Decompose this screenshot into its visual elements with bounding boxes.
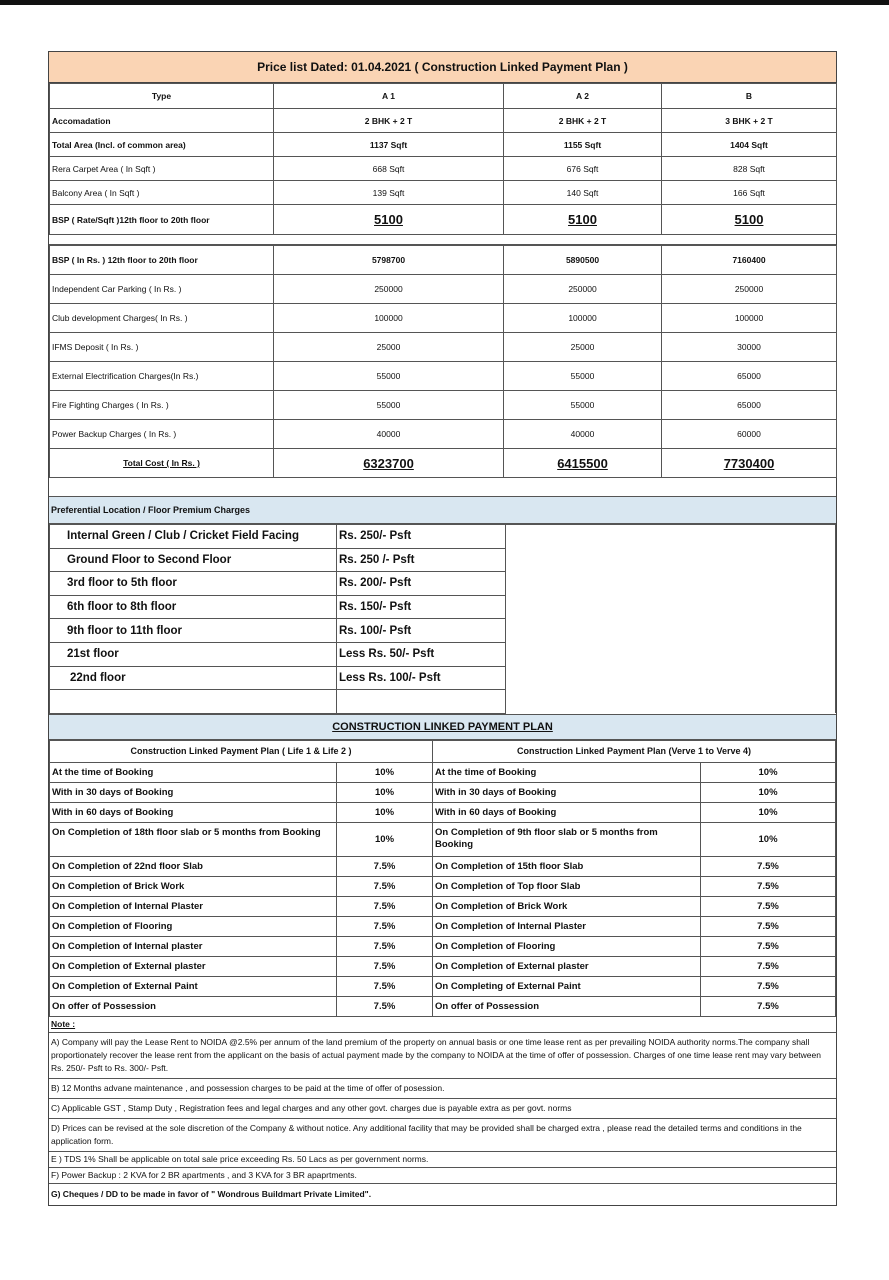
cost-table [49, 245, 837, 478]
right-pct: 7.5% [701, 976, 836, 996]
type-header: Type [50, 84, 274, 109]
cell-a2: 100000 [504, 304, 662, 333]
row-label: Independent Car Parking ( In Rs. ) [50, 275, 274, 304]
total-a2: 6415500 [557, 455, 608, 471]
left-stage: On Completion of Internal Plaster [50, 896, 337, 916]
table-row [50, 157, 837, 181]
cell-b: 60000 [662, 420, 837, 449]
cell-b: 100000 [662, 304, 837, 333]
cell-b: 7160400 [662, 246, 837, 275]
left-stage: On Completion of External Paint [50, 976, 337, 996]
cell-a2: 5890500 [504, 246, 662, 275]
row-label: Rera Carpet Area ( In Sqft ) [50, 157, 274, 181]
table-row [50, 876, 836, 896]
spacer [49, 478, 836, 497]
total-b: 7730400 [723, 455, 775, 471]
table-row [50, 976, 836, 996]
cell-a1: 5100 [374, 212, 403, 227]
cell-a2: 250000 [504, 275, 662, 304]
right-stage: On Completion of Flooring [433, 936, 701, 956]
cell-a1: 2 BHK + 2 T [274, 109, 504, 133]
left-pct: 7.5% [337, 976, 433, 996]
table-row [50, 762, 836, 782]
left-pct: 7.5% [337, 876, 433, 896]
table-row [50, 802, 836, 822]
b-header: B [662, 84, 837, 109]
pref-value: Rs. 200/- Psft [337, 572, 506, 596]
right-plan-title: Construction Linked Payment Plan (Verve 1 to Verve 4) [433, 740, 836, 762]
cell-a1: 250000 [274, 275, 504, 304]
left-stage: On Completion of 18th floor slab or 5 months from Booking [50, 822, 337, 856]
note-item: F) Power Backup : 2 KVA for 2 BR apartments , and 3 KVA for 3 BR apaprtments. [49, 1167, 836, 1183]
cell-a2: 2 BHK + 2 T [504, 109, 662, 133]
table-row [50, 109, 837, 133]
note-item: E ) TDS 1% Shall be applicable on total sale price exceeding Rs. 50 Lacs as per government norms. [49, 1151, 836, 1167]
right-pct: 7.5% [701, 916, 836, 936]
right-pct: 7.5% [701, 856, 836, 876]
cell-a2: 140 Sqft [504, 181, 662, 205]
spacer [49, 235, 836, 245]
left-pct: 7.5% [337, 956, 433, 976]
cell-a1: 55000 [274, 391, 504, 420]
table-row [50, 246, 837, 275]
cell-b: 828 Sqft [662, 157, 837, 181]
table-row [50, 822, 836, 856]
left-stage: On Completion of Brick Work [50, 876, 337, 896]
cell-b: 3 BHK + 2 T [662, 109, 837, 133]
cell-a1: 668 Sqft [274, 157, 504, 181]
cell-a1: 5798700 [274, 246, 504, 275]
right-stage: On Completion of Top floor Slab [433, 876, 701, 896]
left-plan-title: Construction Linked Payment Plan ( Life 1 & Life 2 ) [50, 740, 433, 762]
table-row [50, 205, 837, 235]
cell-b: 30000 [662, 333, 837, 362]
pref-label: 22nd floor [50, 666, 337, 690]
pref-label: 21st floor [50, 642, 337, 666]
right-stage: With in 30 days of Booking [433, 782, 701, 802]
right-stage: On Completion of Brick Work [433, 896, 701, 916]
right-stage: On Completion of 15th floor Slab [433, 856, 701, 876]
right-pct: 10% [701, 782, 836, 802]
right-pct: 7.5% [701, 956, 836, 976]
total-row [50, 449, 837, 478]
cell-a2: 5100 [568, 212, 597, 227]
table-row [50, 782, 836, 802]
cell-a2: 676 Sqft [504, 157, 662, 181]
left-pct: 7.5% [337, 896, 433, 916]
a2-header: A 2 [504, 84, 662, 109]
note-item: D) Prices can be revised at the sole discretion of the Company & without notice. Any additional facility that may be provided shall be charged extra , please read the detailed terms and conditions in the application form. [49, 1118, 836, 1151]
row-label: Total Area (Incl. of common area) [50, 133, 274, 157]
table-row [50, 916, 836, 936]
top-border [0, 0, 889, 5]
right-pct: 7.5% [701, 896, 836, 916]
left-pct: 7.5% [337, 936, 433, 956]
table-row [50, 391, 837, 420]
left-pct: 10% [337, 822, 433, 856]
right-pct: 10% [701, 762, 836, 782]
cell-a1: 25000 [274, 333, 504, 362]
pref-value: Rs. 100/- Psft [337, 619, 506, 643]
cell-b: 250000 [662, 275, 837, 304]
left-pct: 10% [337, 762, 433, 782]
pref-value: Rs. 250 /- Psft [337, 548, 506, 572]
preferential-table [49, 524, 836, 714]
row-label: BSP ( Rate/Sqft )12th floor to 20th floor [50, 205, 274, 235]
row-label: BSP ( In Rs. ) 12th floor to 20th floor [50, 246, 274, 275]
clp-heading-text: CONSTRUCTION LINKED PAYMENT PLAN [332, 720, 553, 733]
cell-a2: 1155 Sqft [504, 133, 662, 157]
cell-b: 166 Sqft [662, 181, 837, 205]
right-stage: At the time of Booking [433, 762, 701, 782]
pref-value: Less Rs. 100/- Psft [337, 666, 506, 690]
left-stage: With in 30 days of Booking [50, 782, 337, 802]
table-row [50, 936, 836, 956]
table-row [50, 181, 837, 205]
right-pct: 7.5% [701, 996, 836, 1016]
cell-b: 65000 [662, 362, 837, 391]
clp-heading [49, 714, 836, 740]
payment-plan-table [49, 740, 836, 1017]
left-stage: On Completion of Flooring [50, 916, 337, 936]
preferential-heading: Preferential Location / Floor Premium Charges [49, 497, 836, 524]
row-label: Fire Fighting Charges ( In Rs. ) [50, 391, 274, 420]
cell-a1: 139 Sqft [274, 181, 504, 205]
table-row [50, 362, 837, 391]
table-row [50, 525, 836, 549]
table-row [50, 996, 836, 1016]
right-stage: On offer of Possession [433, 996, 701, 1016]
right-stage: On Completion of 9th floor slab or 5 months from Booking [433, 822, 701, 856]
cell-a1: 40000 [274, 420, 504, 449]
left-pct: 10% [337, 782, 433, 802]
left-pct: 10% [337, 802, 433, 822]
cell-a2: 55000 [504, 362, 662, 391]
left-stage: On Completion of External plaster [50, 956, 337, 976]
cell-a1: 1137 Sqft [274, 133, 504, 157]
right-pct: 10% [701, 822, 836, 856]
note-item: B) 12 Months advane maintenance , and possession charges to be paid at the time of offer of posession. [49, 1078, 836, 1098]
right-pct: 7.5% [701, 876, 836, 896]
pref-value: Less Rs. 50/- Psft [337, 642, 506, 666]
right-stage: With in 60 days of Booking [433, 802, 701, 822]
left-pct: 7.5% [337, 856, 433, 876]
price-list-title: Price list Dated: 01.04.2021 ( Construction Linked Payment Plan ) [49, 52, 836, 83]
row-label: Balcony Area ( In Sqft ) [50, 181, 274, 205]
pref-label: Internal Green / Club / Cricket Field Facing [50, 525, 337, 549]
table-row [50, 133, 837, 157]
right-pct: 7.5% [701, 936, 836, 956]
row-label: Power Backup Charges ( In Rs. ) [50, 420, 274, 449]
table-row [50, 896, 836, 916]
left-pct: 7.5% [337, 916, 433, 936]
unit-details-table [49, 83, 837, 235]
table-row [50, 420, 837, 449]
cell-b: 65000 [662, 391, 837, 420]
cell-a2: 40000 [504, 420, 662, 449]
row-label: Club development Charges( In Rs. ) [50, 304, 274, 333]
note-item: G) Cheques / DD to be made in favor of " Wondrous Buildmart Private Limited". [49, 1183, 836, 1205]
price-list-sheet [48, 51, 837, 1206]
cell-b: 1404 Sqft [662, 133, 837, 157]
table-row [50, 304, 837, 333]
table-row [50, 333, 837, 362]
table-row [50, 856, 836, 876]
row-label: External Electrification Charges(In Rs.) [50, 362, 274, 391]
right-pct: 10% [701, 802, 836, 822]
row-label: IFMS Deposit ( In Rs. ) [50, 333, 274, 362]
table-row [50, 275, 837, 304]
right-stage: On Completion of External plaster [433, 956, 701, 976]
notes-heading: Note : [51, 1018, 76, 1029]
row-label: Accomadation [50, 109, 274, 133]
pref-label: 9th floor to 11th floor [50, 619, 337, 643]
note-item: A) Company will pay the Lease Rent to NOIDA @2.5% per annum of the land premium of the property on annual basis or one time lease rent as per prevailing NOIDA authority norms.The company shall proportionately recover the lease rent from the applicant on the basis of actual payment made by the company to NOIDA at the time of offer of possession. Charges of one time lease rent may vary between Rs. 250/- Psft to Rs. 300/- Psft. [49, 1032, 836, 1078]
cell-b: 5100 [734, 212, 764, 227]
cell-a2: 55000 [504, 391, 662, 420]
notes-section [49, 1017, 836, 1205]
left-stage: At the time of Booking [50, 762, 337, 782]
pref-label: 3rd floor to 5th floor [50, 572, 337, 596]
cell-a1: 100000 [274, 304, 504, 333]
note-item: C) Applicable GST , Stamp Duty , Registration fees and legal charges and any other govt. charges due is payable extra as per govt. norms [49, 1098, 836, 1118]
left-stage: On offer of Possession [50, 996, 337, 1016]
cell-a2: 25000 [504, 333, 662, 362]
left-pct: 7.5% [337, 996, 433, 1016]
left-stage: On Completion of 22nd floor Slab [50, 856, 337, 876]
total-label: Total Cost ( In Rs. ) [123, 458, 200, 468]
plan-header-row [50, 740, 836, 762]
left-stage: On Completion of Internal plaster [50, 936, 337, 956]
table-row [50, 956, 836, 976]
left-stage: With in 60 days of Booking [50, 802, 337, 822]
pref-value: Rs. 250/- Psft [337, 525, 506, 549]
header-row [50, 84, 837, 109]
a1-header: A 1 [274, 84, 504, 109]
pref-label: 6th floor to 8th floor [50, 595, 337, 619]
total-a1: 6323700 [363, 455, 414, 471]
right-stage: On Completion of Internal Plaster [433, 916, 701, 936]
pref-label: Ground Floor to Second Floor [50, 548, 337, 572]
cell-a1: 55000 [274, 362, 504, 391]
right-stage: On Completing of External Paint [433, 976, 701, 996]
pref-value: Rs. 150/- Psft [337, 595, 506, 619]
